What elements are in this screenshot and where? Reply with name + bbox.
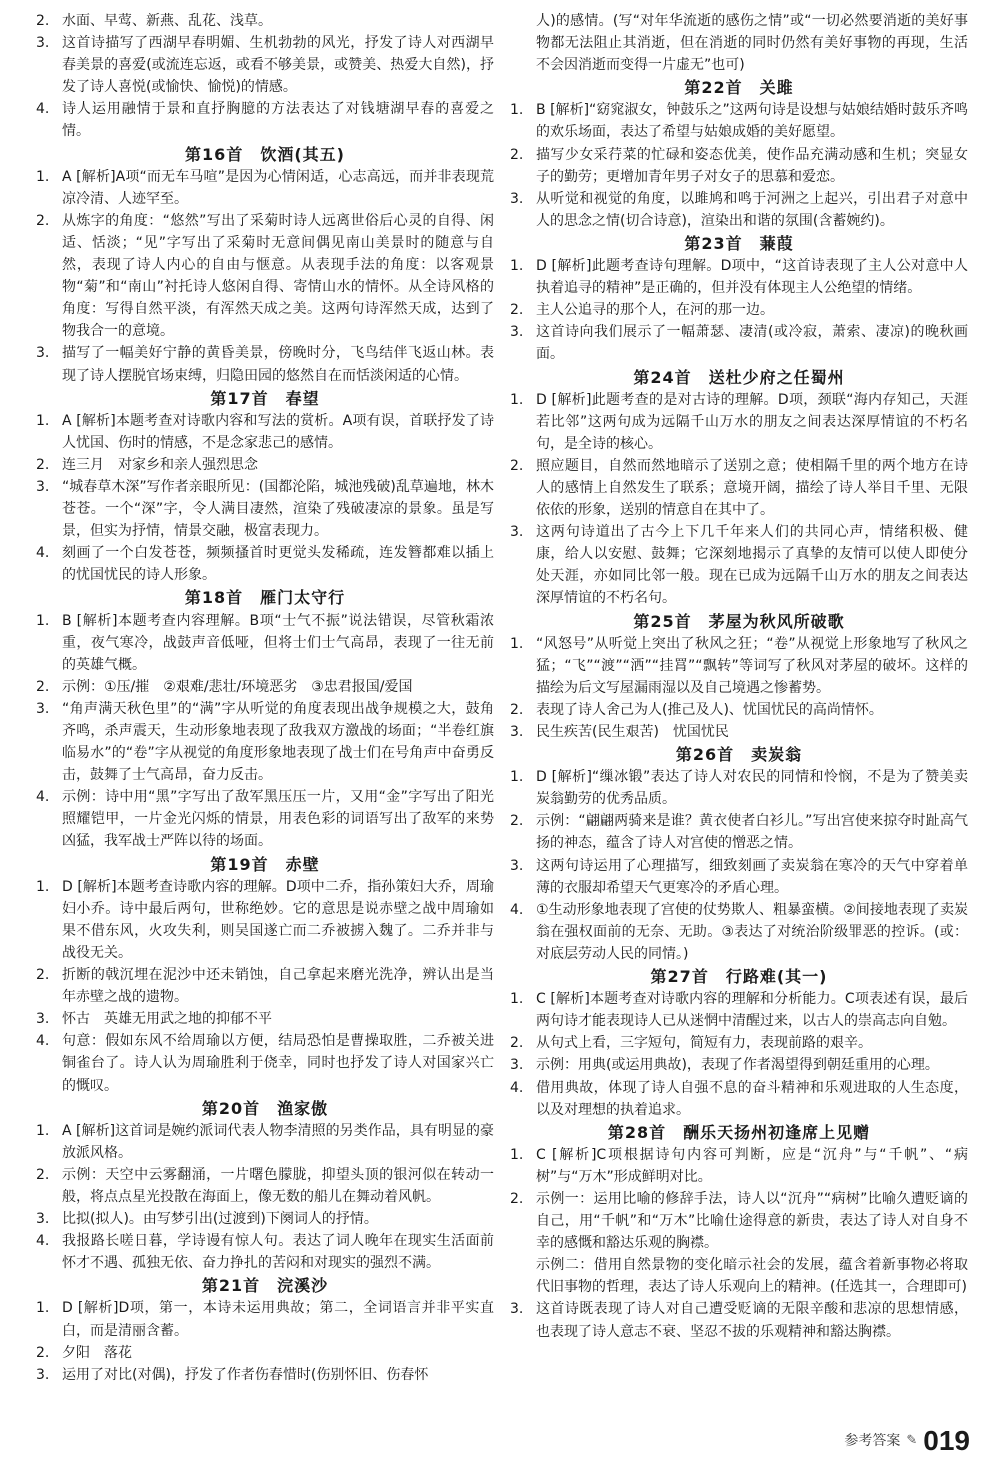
- answer-item: [36, 1364, 494, 1386]
- answer-item: [36, 1342, 494, 1364]
- poem-heading: 第24首 送杜少府之任蜀州: [633, 367, 845, 387]
- item-number: 1.: [36, 878, 50, 895]
- answer-item: [510, 521, 968, 609]
- answer-item: [36, 210, 494, 343]
- answer-item: [510, 188, 968, 232]
- item-number: 1.: [36, 1122, 50, 1139]
- poem-heading: 第17首 春望: [210, 388, 320, 408]
- item-number: 1.: [36, 412, 50, 429]
- item-text: 从句式上看，三字短句，简短有力，表现前路的艰辛。: [536, 1035, 872, 1052]
- answer-item: [36, 698, 494, 786]
- answer-item: [36, 1120, 494, 1164]
- answer-item: [36, 964, 494, 1008]
- answer-item: [510, 699, 968, 721]
- answer-item: [510, 855, 968, 899]
- item-text: A [解析]这首词是婉约派词代表人物李清照的另类作品，具有明显的豪放派风格。: [62, 1122, 494, 1161]
- answer-item: [36, 98, 494, 142]
- item-text: C [解析]本题考查对诗歌内容的理解和分析能力。C项表述有误，最后两句诗才能表现诗人已从迷惘中清醒过来，以古人的崇高志向自勉。: [536, 991, 968, 1030]
- poem-heading: 第18首 雁门太守行: [184, 588, 346, 608]
- answer-item: [510, 1298, 968, 1342]
- poem-heading: 第26首 卖炭翁: [675, 745, 803, 765]
- item-number: 4.: [36, 101, 50, 118]
- answer-item: [36, 1208, 494, 1230]
- poem-heading: 第20首 渔家傲: [201, 1098, 329, 1118]
- item-text: B [解析]“窈窕淑女，钟鼓乐之”这两句诗是设想与姑娘结婚时鼓乐齐鸣的欢乐场面，表达了希望与姑娘成婚的美好愿望。: [536, 102, 968, 141]
- item-text: 示例：①压/摧 ②艰难/悲壮/环境恶劣 ③忠君报国/爱国: [62, 678, 413, 695]
- answer-item: [510, 1077, 968, 1121]
- right-column: [510, 10, 968, 1343]
- answer-item: [36, 32, 494, 98]
- answer-item: [36, 676, 494, 698]
- item-number: 1.: [510, 769, 524, 786]
- item-number: 3.: [36, 1366, 50, 1383]
- answer-item: [510, 810, 968, 854]
- item-number: 2.: [510, 1190, 524, 1207]
- item-number: 3.: [510, 324, 524, 341]
- item-number: 2.: [510, 146, 524, 163]
- item-number: 1.: [36, 168, 50, 185]
- item-number: 2.: [510, 457, 524, 474]
- item-text: 怀古 英雄无用武之地的抑郁不平: [62, 1011, 272, 1028]
- item-number: 3.: [510, 524, 524, 541]
- item-text: 这两句诗道出了古今上下几千年来人们的共同心声，情绪积极、健康，给人以安慰、鼓舞；它深刻地揭示了真挚的友情可以使人即使分处天涯，亦如同比邻一般。现在已成为远隔千山万水的朋友之间表达深厚情谊的不朽名句。: [536, 524, 968, 607]
- item-number: 4.: [36, 1033, 50, 1050]
- item-text: C [解析]C项根据诗句内容可判断，应是“沉舟”与“千帆”、“病树”与“万木”形成鲜明对比。: [536, 1146, 968, 1185]
- answer-item: [36, 1164, 494, 1208]
- answer-item: [36, 1008, 494, 1030]
- answer-item: [510, 1188, 968, 1254]
- answer-item: [510, 1032, 968, 1054]
- answer-item: [36, 1230, 494, 1274]
- item-text: 示例：“翩翩两骑来是谁？黄衣使者白衫儿。”写出宫使来掠夺时趾高气扬的神态，蕴含了诗人对宫使的憎恶之情。: [536, 813, 968, 852]
- answer-item: [510, 255, 968, 299]
- item-text: A [解析]本题考查对诗歌内容和写法的赏析。A项有误，首联抒发了诗人忧国、伤时的情感，不是念家悲己的感情。: [62, 412, 494, 451]
- item-text: 示例二：借用自然景物的变化暗示社会的发展，蕴含着新事物必将取代旧事物的哲理，表达了诗人乐观向上的精神。(任选其一，合理即可): [536, 1257, 968, 1296]
- answer-item: [36, 876, 494, 964]
- item-number: 2.: [36, 13, 50, 29]
- answer-item: [510, 721, 968, 743]
- poem-heading: 第19首 赤壁: [210, 854, 320, 874]
- answer-item: [36, 454, 494, 476]
- page-number: 019: [923, 1424, 970, 1456]
- item-text: 比拟(拟人)。由写梦引出(过渡到)下阕词人的抒情。: [62, 1211, 378, 1228]
- item-text: “角声满天秋色里”的“满”字从听觉的角度表现出战争规模之大，鼓角齐鸣，杀声震天，生动形象地表现了敌我双方激战的场面；“半卷红旗临易水”的“卷”字从视觉的角度形象地表现了战士们在号角声中奋勇反击，鼓舞了士气高昂，奋力反击。: [62, 700, 494, 784]
- poem-heading: 第16首 饮酒(其五): [185, 144, 345, 164]
- item-text: D [解析]本题考查诗歌内容的理解。D项中二乔，指孙策妇大乔，周瑜妇小乔。诗中最后两句，世称绝妙。它的意思是说赤壁之战中周瑜如果不借东风，火攻失利，则吴国遂亡而二乔被掳入魏了。二乔并非与战役无关。: [62, 878, 494, 961]
- item-number: 2.: [36, 678, 50, 695]
- item-text: 这首诗向我们展示了一幅萧瑟、凄清(或冷寂，萧索、凄凉)的晚秋画面。: [536, 324, 968, 363]
- answer-item: [36, 410, 494, 454]
- answer-item: [510, 1144, 968, 1188]
- answer-item: [510, 144, 968, 188]
- item-text: D [解析]D项，第一，本诗未运用典故；第二，全词语言并非平实直白，而是清丽含蓄。: [62, 1300, 494, 1339]
- item-text: 示例：用典(或运用典故)，表现了作者渴望得到朝廷重用的心理。: [536, 1057, 939, 1074]
- answer-item: [510, 299, 968, 321]
- item-number: 2.: [510, 302, 524, 319]
- item-text: 借用典故，体现了诗人自强不息的奋斗精神和乐观进取的人生态度，以及对理想的执着追求。: [536, 1079, 968, 1118]
- answer-item: [36, 1030, 494, 1096]
- answer-item: [510, 899, 968, 965]
- poem-heading: 第25首 茅屋为秋风所破歌: [633, 611, 845, 631]
- poem-heading: 第23首 蒹葭: [684, 233, 794, 253]
- item-text: 示例一：运用比喻的修辞手法，诗人以“沉舟”“病树”比喻久遭贬谪的自己，用“千帆”和“万木”比喻仕途得意的新贵，表达了诗人对自身不幸的感慨和豁达乐观的胸襟。: [536, 1190, 968, 1252]
- item-number: 2.: [36, 212, 50, 229]
- item-number: 1.: [36, 1300, 50, 1317]
- item-text: 示例：天空中云雾翻涌，一片曙色朦胧，抑望头顶的银河似在转动一般，将点点星光投散在海面上，像无数的船儿在舞动着风帆。: [62, 1166, 494, 1205]
- item-number: 2.: [36, 456, 50, 473]
- poem-heading: 第27首 行路难(其一): [650, 967, 828, 987]
- item-text: 从炼字的角度：“悠然”写出了采菊时诗人远离世俗后心灵的自得、闲适、恬淡；“见”字写出了采菊时无意间偶见南山美景时的随意与自然，表现了诗人内心的自由与惬意。从表现手法的角度：以客观景物“菊”和“南山”衬托诗人悠闲自得、寄情山水的情怀。从全诗风格的角度：写得自然平淡，有浑然天成之美。这两句诗浑然天成，达到了物我合一的意境。: [62, 212, 494, 340]
- item-text: D [解析]“缫冰锻”表达了诗人对农民的同情和怜悯，不是为了赞美卖炭翁勤劳的优秀品质。: [536, 769, 968, 808]
- item-text: 诗人运用融情于景和直抒胸臆的方法表达了对钱塘湖早春的喜爱之情。: [62, 101, 494, 140]
- item-number: 3.: [36, 478, 50, 495]
- poem-heading: 第21首 浣溪沙: [201, 1276, 329, 1296]
- item-number: 2.: [36, 967, 50, 984]
- item-text: 民生疾苦(民生艰苦) 忧国忧民: [536, 724, 729, 740]
- left-column: [36, 10, 494, 1386]
- item-number: 1.: [510, 258, 524, 275]
- answer-continuation: [510, 1254, 968, 1298]
- item-number: 3.: [510, 1057, 524, 1074]
- item-text: 主人公追寻的那个人，在河的那一边。: [536, 302, 774, 319]
- item-number: 4.: [510, 901, 524, 918]
- item-text: 运用了对比(对偶)，抒发了作者伤春惜时(伤别怀旧、伤春怀: [62, 1366, 429, 1383]
- item-text: 从听觉和视觉的角度，以雎鸠和鸣于河洲之上起兴，引出君子对意中人的思念之情(切合诗意)，渲染出和谐的氛围(含蓄婉约)。: [536, 190, 968, 229]
- item-text: D [解析]此题考查诗句理解。D项中，“这首诗表现了主人公对意中人执着追寻的精神”是正确的，但并没有体现主人公绝望的情绪。: [536, 258, 968, 297]
- answer-item: [510, 988, 968, 1032]
- answer-item: [36, 1297, 494, 1341]
- answer-item: [510, 99, 968, 143]
- item-number: 3.: [36, 700, 50, 717]
- poem-heading: 第28首 酬乐天扬州初逢席上见赠: [607, 1122, 871, 1142]
- item-text: “城春草木深”写作者亲眼所见：(国都沦陷，城池残破)乱草遍地，林木苍苍。一个“深”字，令人满目凄然，渲染了残破凄凉的景象。虽是写景，但实为抒情，情景交融，极富表现力。: [62, 478, 494, 540]
- item-number: 1.: [510, 991, 524, 1008]
- item-number: 1.: [36, 612, 50, 629]
- item-text: 连三月 对家乡和亲人强烈思念: [62, 456, 258, 473]
- item-text: 折断的戟沉埋在泥沙中还未销蚀，自己拿起来磨光洗净，辨认出是当年赤壁之战的遗物。: [62, 967, 494, 1006]
- item-text: 夕阳 落花: [62, 1344, 132, 1361]
- item-number: 3.: [36, 345, 50, 362]
- answer-item: [36, 610, 494, 676]
- footer-label: 参考答案: [844, 1432, 901, 1449]
- answer-item: [36, 476, 494, 542]
- answer-item: [510, 455, 968, 521]
- answer-item: [510, 766, 968, 810]
- item-number: 3.: [510, 1301, 524, 1318]
- item-number: 3.: [510, 724, 524, 740]
- item-number: 2.: [36, 1344, 50, 1361]
- answer-item: [36, 542, 494, 586]
- item-number: 3.: [510, 857, 524, 874]
- item-text: 这两句诗运用了心理描写，细致刻画了卖炭翁在寒冷的天气中穿着单薄的衣服却希望天气更寒冷的矛盾心理。: [536, 857, 968, 896]
- answer-item: [510, 389, 968, 455]
- page-footer: [844, 1424, 970, 1456]
- item-number: 1.: [510, 1146, 524, 1163]
- item-text: “风怒号”从听觉上突出了秋风之狂；“卷”从视觉上形象地写了秋风之猛；“飞”“渡”“洒”“挂罥”“飘转”等词写了秋风对茅屋的破坏。这样的描绘为后文写屋漏雨湿以及自己境遇之惨蓄势。: [536, 635, 968, 696]
- answer-continuation: [510, 10, 968, 76]
- item-text: 描写了一幅美好宁静的黄昏美景，傍晚时分，飞鸟结伴飞返山林。表现了诗人摆脱官场束缚，归隐田园的悠然自在而恬淡闲适的心情。: [62, 345, 494, 384]
- item-number: 3.: [36, 1011, 50, 1028]
- item-text: 句意：假如东风不给周瑜以方便，结局恐怕是曹操取胜，二乔被关进铜雀台了。诗人认为周瑜胜利于侥幸，同时也抒发了诗人对国家兴亡的慨叹。: [62, 1033, 494, 1094]
- item-text: D [解析]此题考查的是对古诗的理解。D项，颈联“海内存知己，天涯若比邻”这两句成为远隔千山万水的朋友之间表达深厚情谊的不朽名句，是全诗的核心。: [536, 391, 968, 452]
- item-number: 1.: [510, 635, 524, 652]
- item-text: 示例：诗中用“黑”字写出了敌军黑压压一片，又用“金”字写出了阳光照耀铠甲，一片金光闪烁的情景，用表色彩的词语写出了敌军的来势凶猛，我军战士严阵以待的场面。: [62, 789, 494, 850]
- item-text: 水面、早莺、新燕、乱花、浅草。: [62, 13, 272, 29]
- item-text: 描写少女采荇菜的忙碌和姿态优美，使作品充满动感和生机；突显女子的勤劳；更增加青年男子对女子的思慕和爱恋。: [536, 146, 968, 185]
- item-number: 1.: [510, 102, 524, 119]
- item-number: 2.: [510, 701, 524, 718]
- answer-item: [36, 342, 494, 386]
- item-text: 我报路长嗟日暮，学诗谩有惊人句。表达了词人晚年在现实生活面前怀才不遇、孤独无依、奋力挣扎的苦闷和对现实的强烈不满。: [62, 1233, 494, 1272]
- item-text: ①生动形象地表现了宫使的仗势欺人、粗暴蛮横。②间接地表现了卖炭翁在强权面前的无奈、无助。③表达了对统治阶级罪恶的控诉。(或：对底层劳动人民的同情。): [536, 901, 968, 962]
- item-number: 3.: [510, 190, 524, 207]
- answer-item: [36, 166, 494, 210]
- item-text: 人)的感情。(写“对年华流逝的感伤之情”或“一切必然要消逝的美好事物都无法阻止其消逝，但在消逝的同时仍然有美好事物的再现，生活不会因消逝而变得一片虚无”也可): [536, 13, 968, 74]
- feather-icon: ✎: [906, 1432, 918, 1448]
- item-number: 2.: [510, 1035, 524, 1052]
- item-text: 照应题目，自然而然地暗示了送别之意；使相隔千里的两个地方在诗人的感情上自然发生了联系；意境开阔，描绘了诗人举目千里、无限依依的形象，送别的情意自在其中了。: [536, 457, 968, 519]
- item-number: 3.: [36, 35, 50, 52]
- answer-item: [510, 321, 968, 365]
- item-text: A [解析]A项“而无车马喧”是因为心情闲适，心志高远，而并非表现荒凉冷清、人迹罕至。: [62, 168, 494, 207]
- item-text: 表现了诗人舍己为人(推己及人)、忧国忧民的高尚情怀。: [536, 701, 883, 718]
- item-text: 这首诗描写了西湖早春明媚、生机勃勃的风光，抒发了诗人对西湖早春美景的喜爱(或流连忘返，或看不够美景，或赞美、热爱大自然)，抒发了诗人喜悦(或愉快、愉悦)的情感。: [62, 35, 494, 96]
- item-number: 2.: [510, 813, 524, 830]
- answer-item: [510, 633, 968, 699]
- item-number: 4.: [36, 545, 50, 562]
- answer-item: [510, 1054, 968, 1076]
- item-number: 2.: [36, 1166, 50, 1183]
- item-number: 4.: [510, 1079, 524, 1096]
- item-text: 这首诗既表现了诗人对自己遭受贬谪的无限辛酸和悲凉的思想情感，也表现了诗人意志不衰、坚忍不拔的乐观精神和豁达胸襟。: [536, 1301, 968, 1340]
- item-number: 4.: [36, 789, 50, 806]
- item-number: 1.: [510, 391, 524, 408]
- item-number: 4.: [36, 1233, 50, 1250]
- item-text: B [解析]本题考查内容理解。B项“士气不振”说法错误，尽管秋霜浓重，夜气寒冷，战鼓声音低哑，但将士们士气高昂，表现了一往无前的英雄气概。: [62, 612, 494, 673]
- item-number: 3.: [36, 1211, 50, 1228]
- answer-item: [36, 10, 494, 32]
- item-text: 刻画了一个白发苍苍，频频搔首时更觉头发稀疏，连发簪都难以插上的忧国忧民的诗人形象。: [62, 545, 494, 584]
- answer-item: [36, 786, 494, 852]
- poem-heading: 第22首 关雎: [684, 78, 794, 98]
